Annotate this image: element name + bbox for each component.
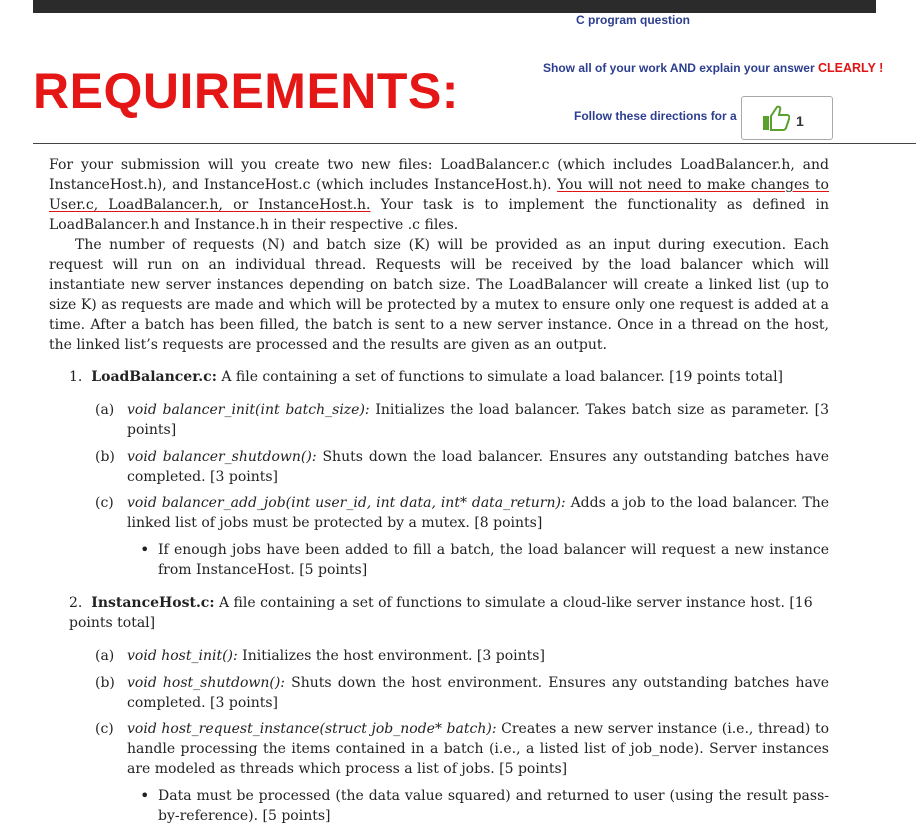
- intro-text: [49, 155, 829, 355]
- show-work-text: Show all of your work AND explain your answer: [543, 61, 815, 75]
- list-item: (c) void balancer_add_job(int user_id, int data, int* data_return): Adds a job to the load balancer. The linked list of jobs must be protected by a mutex. [8 points]: [95, 495, 829, 531]
- list-item: (b) void host_shutdown(): Shuts down the host environment. Ensures any outstanding batches have completed. [3 points]: [95, 675, 829, 711]
- list-item: (a) void host_init(): Initializes the host environment. [3 points]: [95, 648, 545, 664]
- function-signature: void balancer_init(int batch_size):: [127, 402, 370, 418]
- function-signature: void host_init():: [127, 648, 238, 664]
- thumbs-up-icon: [762, 105, 790, 131]
- underlined-note: You will not need to make changes to User.c, LoadBalancer.h, or InstanceHost.h.: [49, 177, 829, 213]
- top-bar: [33, 0, 876, 13]
- bullet-item: • Data must be processed (the data value squared) and returned to user (using the result pass-by-reference). [5 points]: [140, 786, 829, 824]
- function-signature: void balancer_add_job(int user_id, int data, int* data_return):: [127, 495, 566, 511]
- like-button[interactable]: [741, 96, 833, 140]
- like-count: 1: [796, 113, 804, 129]
- list-item: (a) void balancer_init(int batch_size): Initializes the load balancer. Takes batch size as parameter. [3 points]: [95, 402, 829, 438]
- list-item: (b) void balancer_shutdown(): Shuts down the load balancer. Ensures any outstanding batches have completed. [3 points]: [95, 449, 829, 485]
- section-name: InstanceHost.c:: [91, 595, 215, 611]
- list-item: (c) void host_request_instance(struct job_node* batch): Creates a new server instance (i.e., thread) to handle processing the items contained in a batch (i.e., a listed list of job_node). Server instances are modeled as threads which process a list of jobs. [5 points]: [95, 721, 830, 777]
- section-instancehost-heading: 2. InstanceHost.c: A file containing a set of functions to simulate a cloud-like server instance host. [16 points total]: [69, 595, 813, 631]
- header-divider: [33, 143, 916, 144]
- intro-paragraph-2: The number of requests (N) and batch size (K) will be provided as an input during execution. Each request will run on an individual thread. Requests will be received by the load balancer which will instantiate new server instances depending on batch size. The LoadBalancer will create a linked list (up to size K) as requests are made and which will be protected by a mutex to ensure only one request is added at a time. After a batch has been filled, the batch is sent to a new server instance. Once in a thread on the host, the linked list’s requests are processed and the results are given as an output.: [49, 237, 829, 353]
- function-signature: void host_request_instance(struct job_node* batch):: [127, 721, 497, 737]
- intro-paragraph-1: For your submission will you create two new files: LoadBalancer.c (which includes LoadBalancer.h, and InstanceHost.h), and InstanceHost.c (which includes InstanceHost.h). You will not need to make changes to User.c, LoadBalancer.h, or InstanceHost.h. Your task is to implement the functionality as defined in LoadBalancer.h and Instance.h in their respective .c files.: [49, 157, 829, 233]
- follow-directions-text: Follow these directions for a: [574, 109, 737, 123]
- section-loadbalancer-heading: 1. LoadBalancer.c: A file containing a set of functions to simulate a load balancer. [19 points total]: [69, 369, 784, 385]
- function-signature: void balancer_shutdown():: [127, 449, 317, 465]
- page-title: REQUIREMENTS:: [33, 63, 459, 119]
- clearly-text: CLEARLY !: [817, 61, 884, 75]
- question-type-label: C program question: [576, 13, 691, 27]
- instructions-banner: [543, 61, 883, 75]
- section-name: LoadBalancer.c:: [91, 369, 217, 385]
- bullet-item: • If enough jobs have been added to fill a batch, the load balancer will request a new instance from InstanceHost. [5 points]: [140, 540, 829, 578]
- function-signature: void host_shutdown():: [127, 675, 286, 691]
